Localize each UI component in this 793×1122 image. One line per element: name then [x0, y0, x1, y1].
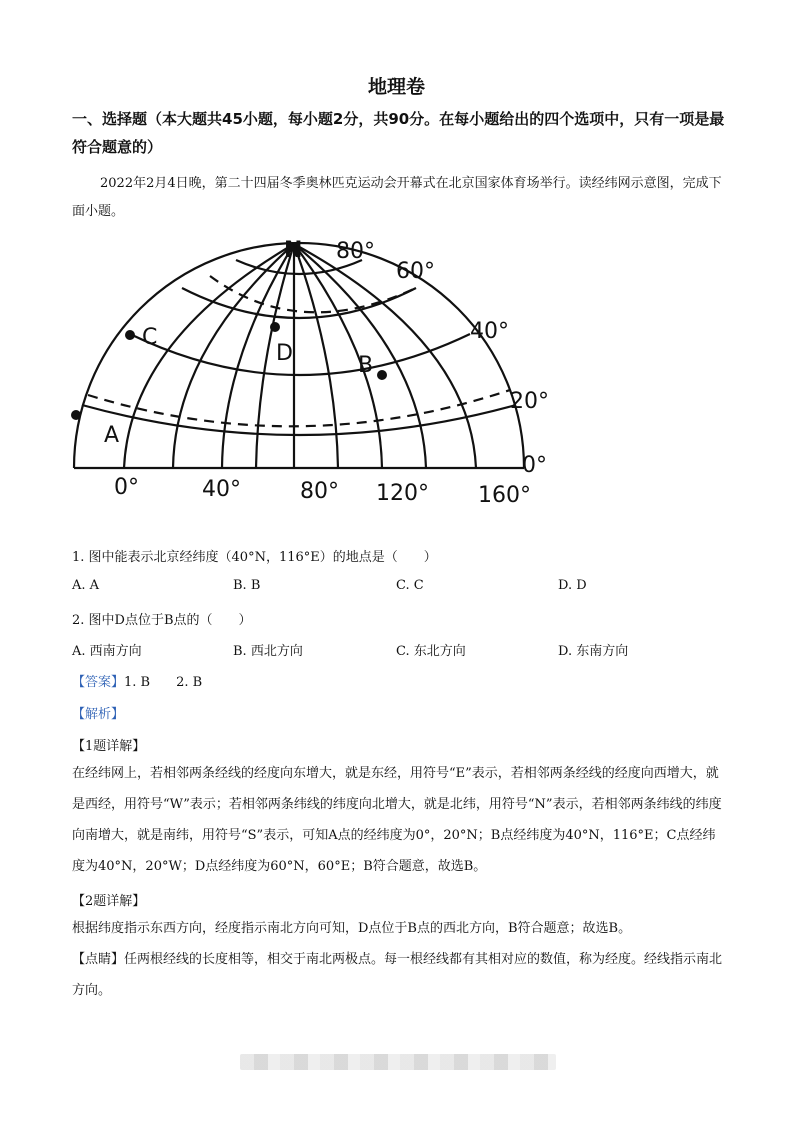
pole-label: N — [284, 238, 303, 263]
lon-label: 0° — [114, 475, 139, 500]
lat-label: 60° — [396, 259, 435, 284]
lat-label: 0° — [522, 453, 547, 478]
q2-option-c: C. 东北方向 — [396, 644, 466, 659]
answer-line — [72, 671, 202, 690]
q1-option-b: B. B — [233, 578, 261, 593]
q1-option-d: D. D — [558, 578, 587, 593]
section-heading: 一、选择题（本大题共45小题，每小题2分，共90分。在每小题给出的四个选项中，只有一项是最符合题意的） — [72, 110, 725, 156]
tip-tag: 【点睛】 — [72, 952, 125, 967]
parallel — [182, 288, 416, 318]
point-label-b: B — [358, 353, 374, 378]
page-title: 地理卷 — [367, 76, 425, 98]
detail-2-text: 根据纬度指示东西方向，经度指示南北方向可知，D点位于B点的西北方向，B符合题意；故选B。 — [72, 921, 632, 936]
lat-label: 20° — [510, 389, 549, 414]
graticule-map — [60, 230, 560, 510]
point-c — [125, 330, 135, 340]
blurred-watermark — [240, 1054, 556, 1070]
intro-text: 2022年2月4日晚，第二十四届冬季奥林匹克运动会开幕式在北京国家体育场举行。读经纬网示意图，完成下面小题。 — [72, 176, 722, 219]
q1-option-c: C. C — [396, 578, 424, 593]
q2-option-a: A. 西南方向 — [72, 644, 142, 659]
answer-text: 1. B 2. B — [124, 675, 203, 690]
q2-option-d: D. 东南方向 — [558, 644, 629, 659]
q2-option-b: B. 西北方向 — [233, 644, 303, 659]
lon-label: 120° — [376, 481, 429, 506]
detail-2-heading: 【2题详解】 — [72, 894, 146, 909]
tip-paragraph — [72, 944, 727, 1006]
lat-label: 80° — [336, 239, 375, 264]
point-label-d: D — [276, 341, 293, 366]
lon-label: 80° — [300, 479, 339, 504]
point-b — [377, 370, 387, 380]
lat-label: 40° — [470, 319, 509, 344]
parallel — [130, 334, 470, 375]
tip-text: 任两根经线的长度相等，相交于南北两极点。每一根经线都有其相对应的数值，称为经度。经线指示南北方向。 — [72, 952, 723, 998]
detail-1-text: 在经纬网上，若相邻两条经线的经度向东增大，就是东经，用符号“E”表示，若相邻两条经线的经度向西增大，就是西经，用符号“W”表示；若相邻两条纬线的纬度向北增大，就是北纬，用符号“N”表示，若相邻两条纬线的纬度向南增大，就是南纬，用符号“S”表示，可知A点的经纬度为0°，20°N；B点经纬度为40°N，116°E；C点经纬度为40°N，20°W；D点经纬度为60°N，60°E；B符合题意，故选B。 — [72, 766, 722, 874]
q1-stem: 1. 图中能表示北京经纬度（40°N，116°E）的地点是（ ） — [72, 550, 437, 565]
point-a — [71, 410, 81, 420]
analysis-tag: 【解析】 — [72, 707, 125, 722]
q1-option-a: A. A — [72, 578, 100, 593]
point-label-c: C — [142, 325, 158, 350]
point-label-a: A — [104, 423, 120, 448]
q2-stem: 2. 图中D点位于B点的（ ） — [72, 613, 252, 628]
lon-label: 160° — [478, 483, 531, 508]
answer-tag: 【答案】 — [72, 675, 125, 690]
detail-1-heading: 【1题详解】 — [72, 739, 146, 754]
lon-label: 40° — [202, 477, 241, 502]
point-d — [270, 322, 280, 332]
